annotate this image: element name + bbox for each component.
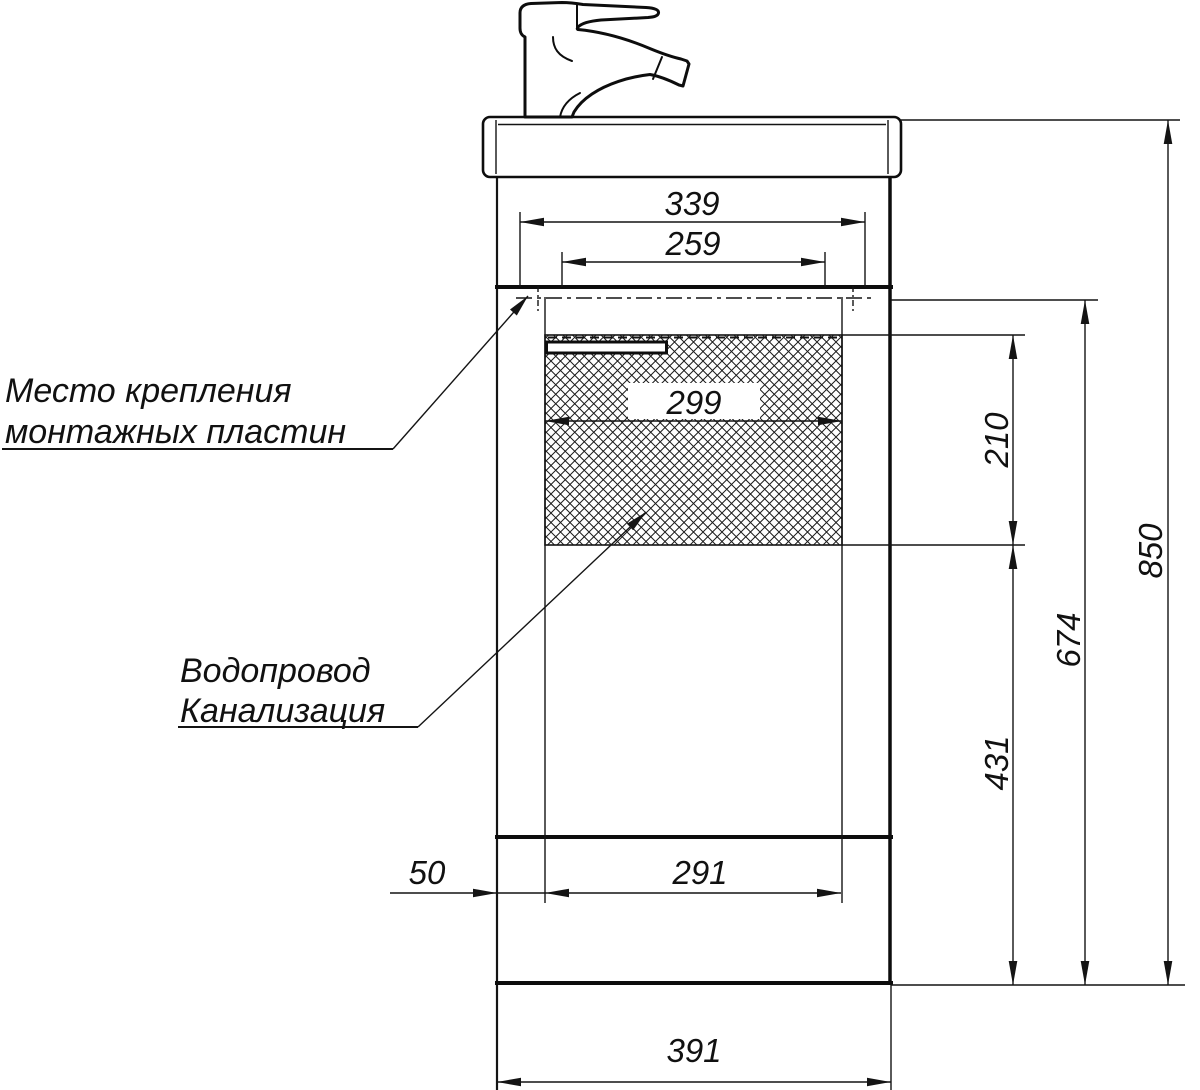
dim-side-offset-and-opening xyxy=(390,854,841,897)
mounting-plates-leader xyxy=(393,296,528,449)
dim-value-674: 674 xyxy=(1050,612,1087,668)
dim-value-50: 50 xyxy=(408,854,446,891)
plumbing-label-line2: Канализация xyxy=(180,692,386,730)
dim-value-299: 299 xyxy=(666,384,722,421)
dim-value-850: 850 xyxy=(1132,523,1169,579)
dim-value-210: 210 xyxy=(978,412,1015,468)
faucet-outline xyxy=(520,3,689,118)
dim-cabinet-width xyxy=(497,1032,891,1086)
faucet xyxy=(520,3,689,118)
dim-sink-span-inner xyxy=(562,225,825,287)
mounting-plates-label-line1: Место крепления xyxy=(5,372,292,410)
dim-lower-zone-height xyxy=(978,545,1017,985)
cabinet-body xyxy=(495,177,893,1090)
dim-value-339: 339 xyxy=(664,185,720,222)
service-zone xyxy=(545,335,842,545)
dim-value-259: 259 xyxy=(665,225,721,262)
dim-value-291: 291 xyxy=(672,854,728,891)
dim-value-431: 431 xyxy=(978,735,1015,791)
mounting-plates-label-line2: монтажных пластин xyxy=(5,413,347,451)
dim-plate-zone-height xyxy=(978,335,1017,985)
washbasin xyxy=(483,117,901,177)
basin-outline xyxy=(483,117,901,177)
mounting-plate xyxy=(547,342,667,353)
plumbing-leader xyxy=(418,512,646,727)
dim-total-height xyxy=(1132,120,1172,985)
plumbing-label-line1: Водопровод xyxy=(180,652,371,690)
hatch-area xyxy=(545,335,842,545)
callout-mounting-plates xyxy=(2,296,528,451)
dim-value-391: 391 xyxy=(666,1032,722,1069)
dim-door-zone-height xyxy=(1050,300,1089,985)
